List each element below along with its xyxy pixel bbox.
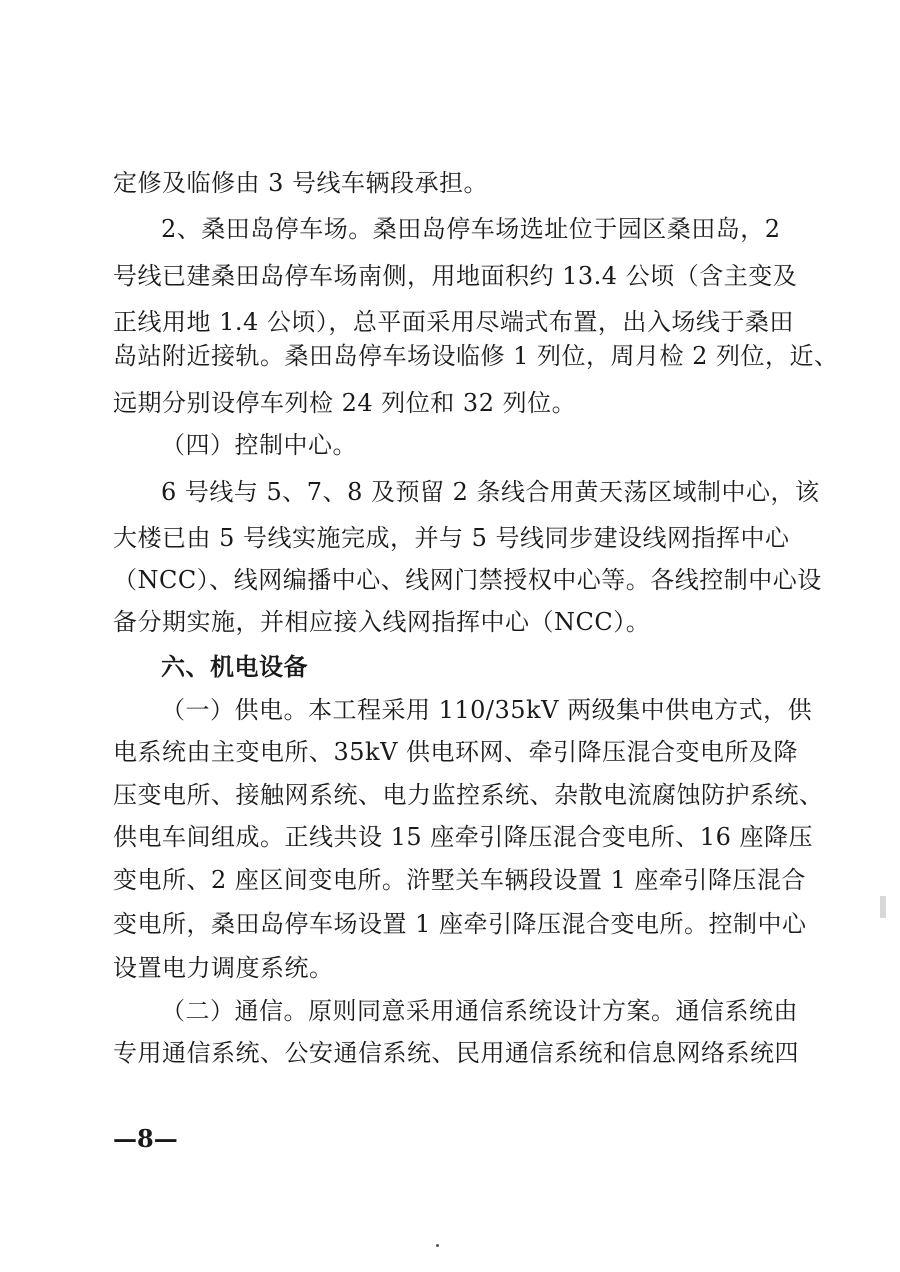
text-line: （NCC）、线网编播中心、线网门禁授权中心等。各线控制中心设	[113, 566, 822, 594]
section-heading: 六、机电设备	[161, 653, 308, 681]
text-line: 正线用地 1.4 公顷），总平面采用尽端式布置，出入场线于桑田	[113, 308, 794, 336]
text-line: 备分期实施，并相应接入线网指挥中心（NCC）。	[113, 608, 651, 636]
text-line: 变电所，桑田岛停车场设置 1 座牵引降压混合变电所。控制中心	[113, 910, 807, 938]
scan-speck	[436, 1244, 439, 1247]
text-line: （二）通信。原则同意采用通信系统设计方案。通信系统由	[161, 997, 798, 1025]
text-line: 远期分别设停车列检 24 列位和 32 列位。	[113, 389, 577, 417]
text-line: 6 号线与 5、7、8 及预留 2 条线合用黄天荡区域制中心，该	[161, 478, 820, 506]
text-line: 电系统由主变电所、35kV 供电环网、牵引降压混合变电所及降	[113, 738, 799, 766]
text-line: 压变电所、接触网系统、电力监控系统、杂散电流腐蚀防护系统、	[113, 781, 824, 809]
scan-edge-mark	[880, 896, 886, 918]
text-line: （一）供电。本工程采用 110/35kV 两级集中供电方式，供	[161, 696, 813, 724]
text-line: 供电车间组成。正线共设 15 座牵引降压混合变电所、16 座降压	[113, 823, 813, 851]
text-line: 变电所、2 座区间变电所。浒墅关车辆段设置 1 座牵引降压混合	[113, 866, 806, 894]
text-line: 定修及临修由 3 号线车辆段承担。	[113, 169, 489, 197]
page-number: —8—	[113, 1124, 178, 1153]
text-line: 号线已建桑田岛停车场南侧，用地面积约 13.4 公顷（含主变及	[113, 262, 798, 290]
text-line: 大楼已由 5 号线实施完成，并与 5 号线同步建设线网指挥中心	[113, 524, 790, 552]
text-line: 2、桑田岛停车场。桑田岛停车场选址位于园区桑田岛，2	[161, 215, 781, 243]
text-line: 专用通信系统、公安通信系统、民用通信系统和信息网络系统四	[113, 1039, 799, 1067]
section-heading: （四）控制中心。	[161, 431, 357, 459]
text-line: 岛站附近接轨。桑田岛停车场设临修 1 列位，周月检 2 列位，近、	[113, 342, 839, 370]
text-line: 设置电力调度系统。	[113, 954, 334, 982]
